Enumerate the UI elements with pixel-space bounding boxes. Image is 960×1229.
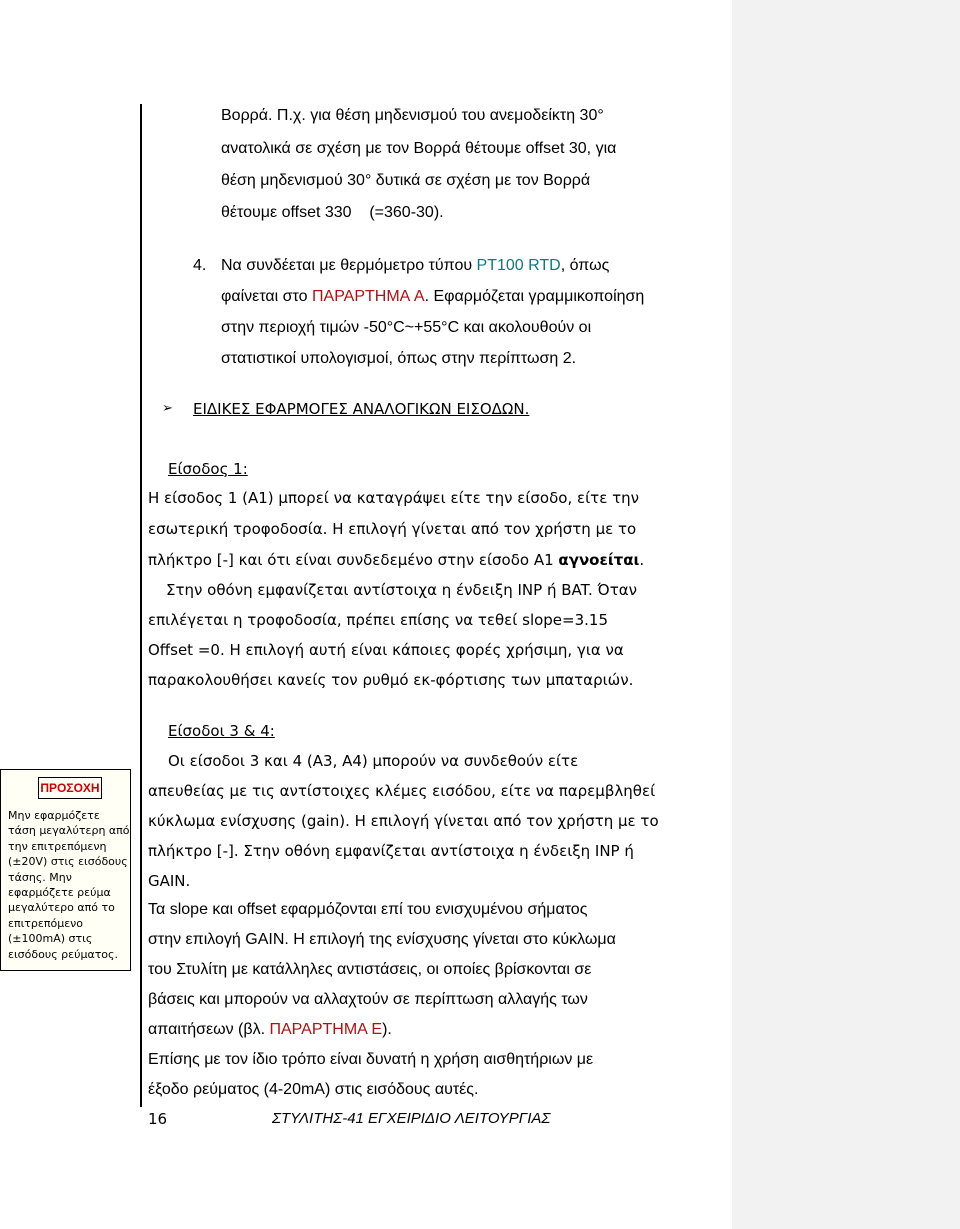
warning-text: Μην εφαρμόζετε τάση μεγαλύτερη από την επιτρεπόμενη (±20V) στις εισόδους τάσης. Μην εφαρμόζετε ρεύμα μεγαλύτερο από το επιτρεπόμενο (±100mA) στις εισόδους ρεύματος. — [8, 809, 130, 961]
page-number: 16 — [148, 1110, 168, 1128]
input34-line12: έξοδο ρεύματος (4-20mA) στις εισόδους αυτές. — [148, 1081, 479, 1098]
input1-line7: παρακολουθήσει κανείς τον ρυθμό εκ-φόρτισης των μπαταριών. — [148, 671, 634, 689]
input1-line3: πλήκτρο [-] και ότι είναι συνδεδεμένο στην είσοδο A1 αγνοείται. — [148, 551, 645, 569]
input34-line8: του Στυλίτη με κατάλληλες αντιστάσεις, οι οποίες βρίσκονται σε — [148, 961, 592, 978]
input34-line7: στην επιλογή GAIN. Η επιλογή της ενίσχυσης γίνεται στο κύκλωμα — [148, 931, 616, 948]
annex-a-link[interactable]: ΠΑΡΑΡΤΗΜΑ A — [311, 288, 425, 305]
item4-line4: στατιστικοί υπολογισμοί, όπως στην περίπτωση 2. — [221, 350, 577, 367]
warning-title: ΠΡΟΣΟΧΗ — [38, 777, 102, 799]
item4-line1: Να συνδέεται με θερμόμετρο τύπου PT100 RTD, όπως — [221, 257, 610, 274]
para1-line1: Βορρά. Π.χ. για θέση μηδενισμού του ανεμοδείκτη 30° — [221, 107, 604, 124]
input1-heading: Είσοδος 1: — [168, 460, 248, 478]
input34-line11: Επίσης με τον ίδιο τρόπο είναι δυνατή η χρήση αισθητήριων με — [148, 1051, 594, 1068]
annex-e-link[interactable]: ΠΑΡΑΡΤΗΜΑ Ε — [269, 1021, 383, 1038]
ignored-emphasis: αγνοείται — [558, 551, 640, 569]
arrow-bullet-icon: ➢ — [162, 401, 173, 416]
input34-line9: βάσεις και μπορούν να αλλαχτούν σε περίπτωση αλλαγής των — [148, 991, 588, 1008]
input1-line4: Στην οθόνη εμφανίζεται αντίστοιχα η ένδειξη INP ή BAT. Όταν — [166, 581, 638, 599]
item4-number: 4. — [193, 257, 207, 274]
input34-line2: απευθείας με τις αντίστοιχες κλέμες εισόδου, είτε να παρεμβληθεί — [148, 782, 656, 800]
input34-line1: Οι είσοδοι 3 και 4 (A3, A4) μπορούν να συνδεθούν είτε — [168, 752, 579, 770]
input34-heading: Είσοδοι 3 & 4: — [168, 722, 275, 740]
input1-line2: εσωτερική τροφοδοσία. Η επιλογή γίνεται από τον χρήστη με το — [148, 520, 637, 538]
input34-line3: κύκλωμα ενίσχυσης (gain). Η επιλογή γίνεται από τον χρήστη με το — [148, 812, 659, 830]
para1-line2: ανατολικά σε σχέση με τον Βορρά θέτουμε offset 30, για — [221, 140, 617, 157]
warning-box — [0, 769, 131, 971]
section-heading: ΕΙΔΙΚΕΣ ΕΦΑΡΜΟΓΕΣ ΑΝΑΛΟΓΙΚΩΝ ΕΙΣΟΔΩΝ. — [193, 400, 530, 418]
item4-line2: φαίνεται στο ΠΑΡΑΡΤΗΜΑ A. Εφαρμόζεται γραμμικοποίηση — [221, 288, 645, 305]
margin-rule — [140, 104, 142, 1107]
input34-line6: Τα slope και offset εφαρμόζονται επί του ενισχυμένου σήματος — [148, 901, 588, 918]
comment-margin-pane — [732, 0, 960, 1229]
para1-line4: θέτουμε offset 330 (=360-30). — [221, 204, 444, 221]
input1-line5: επιλέγεται η τροφοδοσία, πρέπει επίσης να τεθεί slope=3.15 — [148, 611, 609, 629]
sensor-type-text: PT100 RTD — [476, 257, 561, 274]
input34-line4: πλήκτρο [-]. Στην οθόνη εμφανίζεται αντίστοιχα η ένδειξη INP ή — [148, 842, 634, 860]
input34-line10: απαιτήσεων (βλ. ΠΑΡΑΡΤΗΜΑ Ε). — [148, 1021, 392, 1038]
item4-line3: στην περιοχή τιμών -50°C~+55°C και ακολουθούν οι — [221, 319, 592, 336]
input1-line6: Offset =0. Η επιλογή αυτή είναι κάποιες φορές χρήσιμη, για να — [148, 641, 624, 659]
footer-title: ΣΤΥΛΙΤΗΣ-41 ΕΓΧΕΙΡΙΔΙΟ ΛΕΙΤΟΥΡΓΙΑΣ — [272, 1110, 551, 1127]
input34-line5: GAIN. — [148, 872, 191, 890]
para1-line3: θέση μηδενισμού 30° δυτικά σε σχέση με τον Βορρά — [221, 172, 591, 189]
input1-line1: Η είσοδος 1 (A1) μπορεί να καταγράψει είτε την είσοδο, είτε την — [148, 489, 640, 507]
